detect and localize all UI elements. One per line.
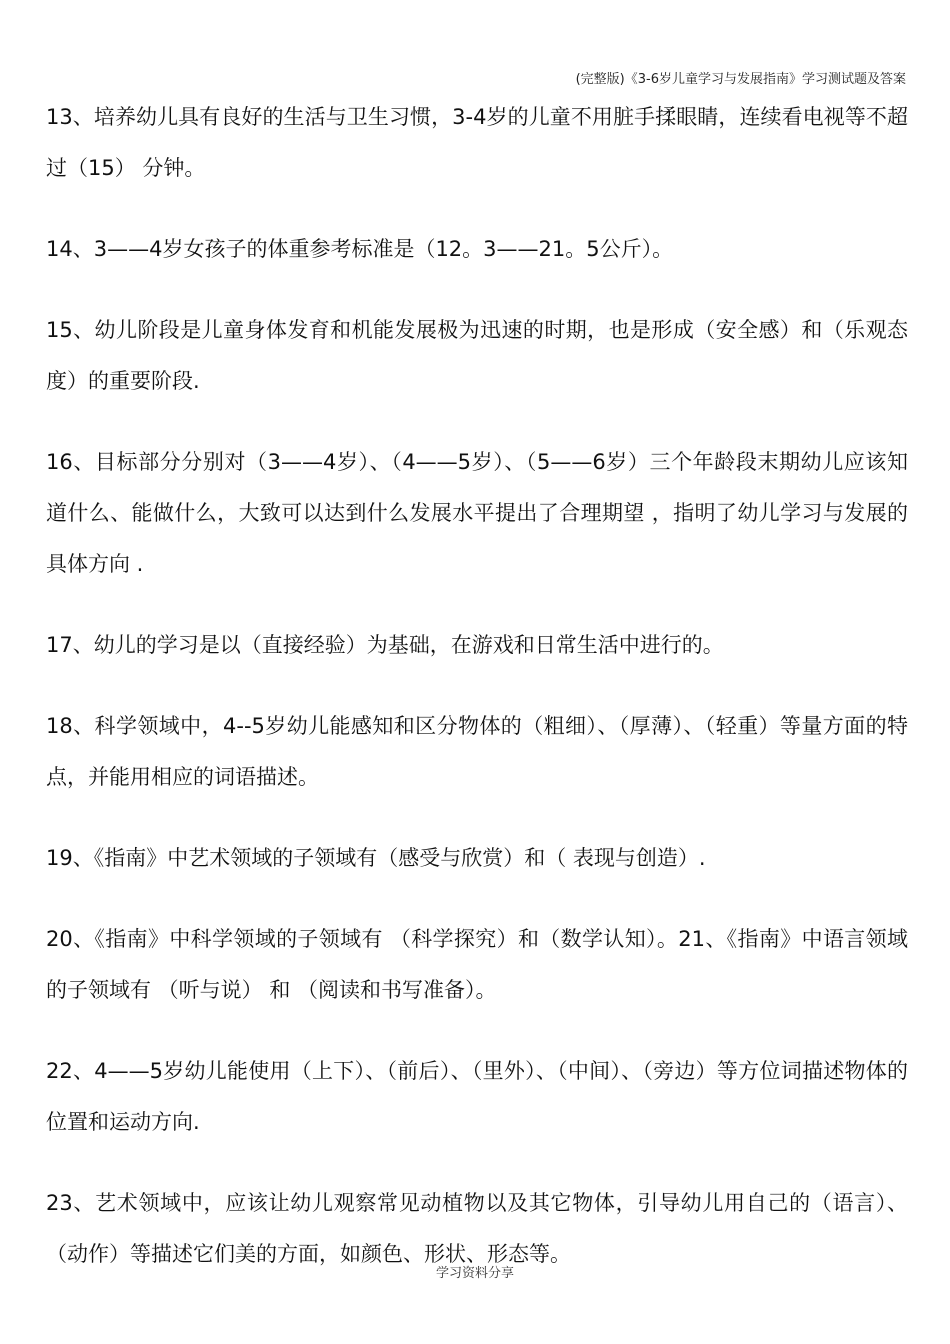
question-15: 15、幼儿阶段是儿童身体发育和机能发展极为迅速的时期，也是形成（安全感）和（乐观态度）的重要阶段.	[46, 318, 908, 393]
question-16: 16、目标部分分别对（3——4岁）、（4——5岁）、（5——6岁）三个年龄段末期幼儿应该知道什么、能做什么，大致可以达到什么发展水平提出了合理期望 ，指明了幼儿学习与发展的具体方向 .	[46, 450, 908, 576]
question-13: 13、培养幼儿具有良好的生活与卫生习惯，3-4岁的儿童不用脏手揉眼睛，连续看电视等不超过（15） 分钟。	[46, 105, 908, 180]
question-23: 23、艺术领域中，应该让幼儿观察常见动植物以及其它物体，引导幼儿用自己的（语言）、（动作）等描述它们美的方面，如颜色、形状、形态等。	[46, 1191, 908, 1266]
document-footer: 学习资料分享	[435, 1266, 514, 1281]
document-body	[46, 92, 908, 1310]
question-20-21: 20、《指南》中科学领域的子领域有 （科学探究）和（数学认知）。21、《指南》中语言领域的子领域有 （听与说） 和 （阅读和书写准备）。	[46, 927, 908, 1002]
document-header: (完整版)《3-6岁儿童学习与发展指南》学习测试题及答案	[575, 72, 906, 87]
question-18: 18、科学领域中，4--5岁幼儿能感知和区分物体的（粗细）、（厚薄）、（轻重）等量方面的特点，并能用相应的词语描述。	[46, 714, 908, 789]
question-14: 14、3——4岁女孩子的体重参考标准是（12。3——21。5公斤）。	[46, 237, 674, 261]
question-17: 17、幼儿的学习是以（直接经验）为基础，在游戏和日常生活中进行的。	[46, 633, 724, 657]
question-19: 19、《指南》中艺术领域的子领域有（感受与欣赏）和（ 表现与创造）.	[46, 846, 706, 870]
question-22: 22、4——5岁幼儿能使用（上下）、（前后）、（里外）、（中间）、（旁边）等方位词描述物体的位置和运动方向.	[46, 1059, 908, 1134]
